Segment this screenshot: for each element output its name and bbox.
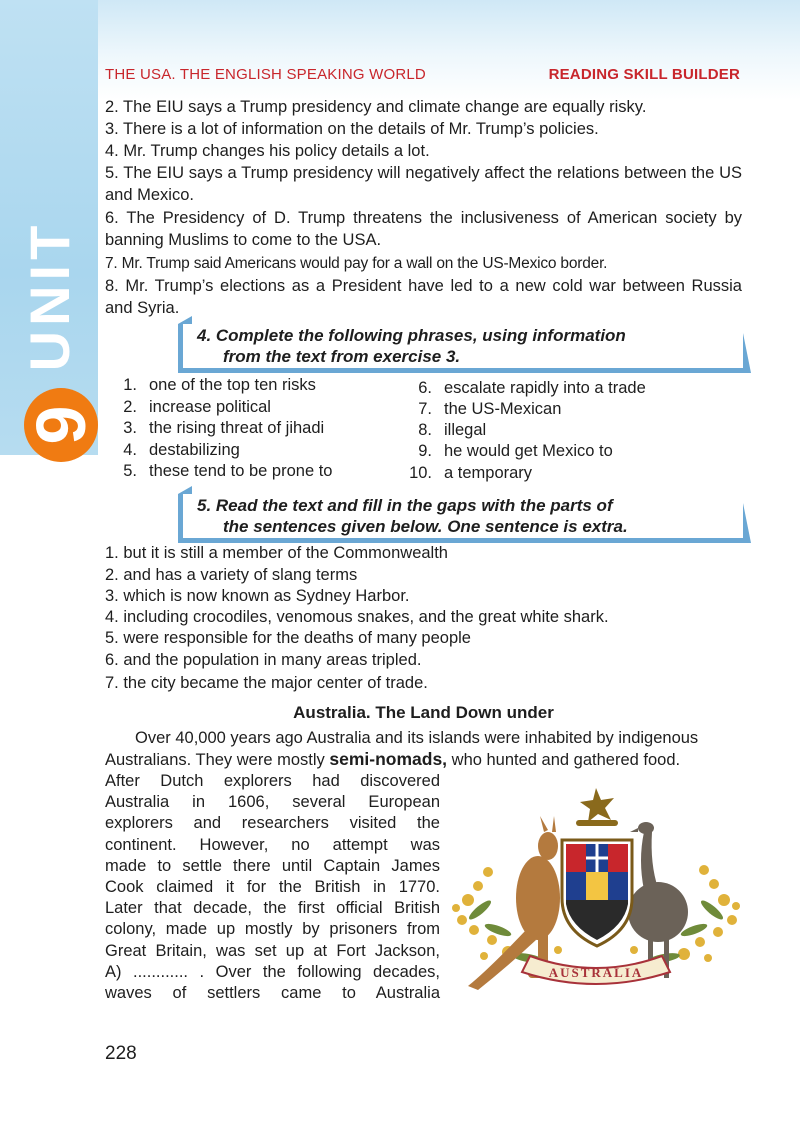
- phrase-item: 10. a temporary: [409, 464, 533, 482]
- phrase-item: 4. destabilizing: [123, 441, 240, 459]
- unit-number-badge: 9: [24, 388, 98, 462]
- bold-term: semi-nomads,: [329, 749, 448, 770]
- skill-title: READING SKILL BUILDER: [548, 66, 740, 83]
- phrase-item: 5. these tend to be prone to: [123, 462, 333, 480]
- unit-label: UNIT: [18, 220, 81, 372]
- phrase-item: 2. increase political: [123, 398, 271, 416]
- article-title: Australia. The Land Down under: [293, 703, 554, 722]
- article-body: After Dutch explorers had discovered Australia in 1606, several European explorers and researchers visited the continent. However, no attempt was made to settle there until Captain James Cook claimed it for the British in 1770. Later that decade, the first official British colony, made up mostly by prisoners from Great Britain, was set up at Fort Jackson, A) ............ . Over the following decades, waves of settlers came to Australia: [105, 772, 440, 1003]
- sentence-part: 2. and has a variety of slang terms: [105, 566, 358, 584]
- sentence-part: 3. which is now known as Sydney Harbor.: [105, 587, 410, 605]
- phrase-item: 7. the US-Mexican: [418, 400, 562, 418]
- statement: 7. Mr. Trump said Americans would pay for a wall on the US-Mexico border.: [105, 255, 608, 272]
- section-title: THE USA. THE ENGLISH SPEAKING WORLD: [105, 66, 426, 83]
- sentence-part: 7. the city became the major center of trade.: [105, 674, 428, 692]
- shield: [562, 840, 632, 946]
- phrase-item: 3. the rising threat of jihadi: [123, 419, 325, 437]
- sentence-part: 6. and the population in many areas tripled.: [105, 651, 422, 669]
- sentence-part: 4. including crocodiles, venomous snakes, and the great white shark.: [105, 608, 609, 626]
- unit-side-tab: [0, 0, 98, 455]
- phrase-item: 1. one of the top ten risks: [123, 376, 316, 394]
- header-band: [0, 0, 800, 100]
- phrase-item: 6. escalate rapidly into a trade: [418, 379, 646, 397]
- statement: 6. The Presidency of D. Trump threatens the inclusiveness of American society by banning Muslims to come to the USA.: [105, 209, 742, 249]
- statement: 4. Mr. Trump changes his policy details a lot.: [105, 142, 430, 160]
- statement: 3. There is a lot of information on the details of Mr. Trump’s policies.: [105, 120, 599, 138]
- phrase-item: 8. illegal: [418, 421, 487, 439]
- sentence-part: 1. but it is still a member of the Commonwealth: [105, 544, 448, 562]
- exercise-4-banner: [178, 324, 743, 373]
- article-intro: Over 40,000 years ago Australia and its islands were inhabited by indigenous Australians. They were mostly semi-nomads, who hunted and gathered food.: [105, 729, 699, 770]
- statement: 2. The EIU says a Trump presidency and climate change are equally risky.: [105, 98, 647, 116]
- exercise-4-instruction: 4. Complete the following phrases, using information from the text from exercise 3.: [197, 326, 626, 366]
- ribbon-text: AUSTRALIA: [548, 965, 644, 980]
- exercise-5-instruction: 5. Read the text and fill in the gaps with the parts of the sentences given below. One sentence is extra.: [197, 496, 628, 536]
- statement: 8. Mr. Trump’s elections as a President have led to a new cold war between Russia and Syria.: [105, 277, 742, 317]
- phrase-item: 9. he would get Mexico to: [418, 442, 613, 460]
- exercise-5-banner: [178, 494, 743, 543]
- statement: 5. The EIU says a Trump presidency will negatively affect the relations between the US and Mexico.: [105, 164, 742, 204]
- page-number: 228: [105, 1043, 137, 1064]
- commonwealth-star: [580, 788, 614, 822]
- australia-coat-of-arms: [448, 780, 744, 1002]
- sentence-part: 5. were responsible for the deaths of many people: [105, 629, 471, 647]
